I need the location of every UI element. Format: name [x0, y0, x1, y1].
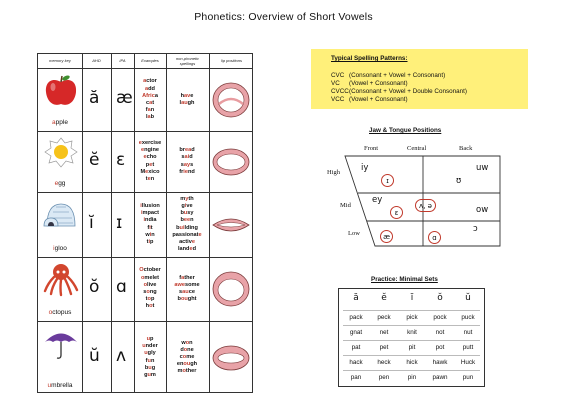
minimal-word: heck	[377, 359, 391, 366]
keyword-egg: egg	[54, 180, 66, 187]
header-memory-key: memory key	[49, 58, 71, 64]
examples-list: October omelet olive song top hot	[139, 267, 161, 310]
minimal-word: pack	[349, 314, 363, 321]
examples-list: illusion impact india fit win tip	[140, 202, 160, 245]
jaw-row-high: High	[327, 169, 340, 176]
minimal-word: pit	[408, 344, 416, 351]
minimal-word: putt	[462, 344, 474, 351]
vowel-open-o: ɔ	[473, 224, 478, 234]
ipa-symbol: ʌ	[116, 345, 127, 366]
minimal-word: pot	[435, 344, 445, 351]
jaw-col-back: Back	[459, 145, 473, 152]
spelling-row: VCC (Vowel + Consonant)	[331, 96, 408, 103]
spelling-row: CVCC(Consonant + Vowel + Double Consonant)	[331, 88, 467, 95]
minimal-word: pawn	[432, 374, 448, 381]
nonphonetic-list: myth give busy been building passionate active landed	[172, 195, 202, 253]
minimal-word: puck	[461, 314, 475, 321]
jaw-tongue-title: Jaw & Tongue Positions	[369, 127, 442, 134]
vowel-iy: iy	[361, 163, 369, 173]
minimal-sets-table	[338, 288, 485, 387]
minimal-header: ĭ	[410, 293, 414, 303]
minimal-word: net	[379, 329, 389, 336]
minimal-word: hawk	[432, 359, 448, 366]
spelling-row: CVC (Consonant + Vowel + Consonant)	[331, 72, 446, 79]
ahd-symbol: ĕ	[89, 149, 100, 170]
vowel-ow: ow	[476, 205, 489, 215]
jaw-col-central: Central	[407, 145, 427, 152]
minimal-word: pick	[406, 314, 418, 321]
vowel-short-o: ɑ	[428, 231, 441, 244]
minimal-row-divider	[343, 370, 480, 371]
spelling-row: VC (Vowel + Consonant)	[331, 80, 408, 87]
minimal-word: gnat	[349, 329, 363, 336]
jaw-row-low: Low	[348, 230, 360, 237]
minimal-header: ă	[353, 293, 359, 303]
keyword-umbrella: umbrella	[47, 382, 73, 389]
examples-list: actor add Africa cat fan lab	[142, 78, 158, 121]
minimal-row-divider	[343, 340, 480, 341]
examples-list: exercise engine echo pet Mexico ten	[138, 139, 162, 182]
header-ahd: AHD	[92, 58, 101, 64]
minimal-word: hack	[349, 359, 363, 366]
nonphonetic-list: have laugh	[179, 92, 195, 106]
vowel-upsilon: ʊ	[456, 176, 462, 186]
minimal-sets-title: Practice: Minimal Sets	[371, 276, 438, 283]
minimal-word: not	[435, 329, 445, 336]
vowel-ey: ey	[372, 195, 383, 205]
vowel-short-e: ɛ	[390, 206, 403, 219]
minimal-header-divider	[343, 310, 480, 311]
minimal-row-divider	[343, 325, 480, 326]
examples-list: up under ugly fun bug gum	[142, 335, 158, 378]
ipa-symbol: ɑ	[116, 277, 127, 297]
minimal-header: ĕ	[381, 293, 387, 303]
ahd-symbol: ă	[89, 88, 100, 108]
vowel-short-u: ʌ, ə	[415, 199, 436, 212]
vowel-short-a: æ	[380, 230, 393, 243]
minimal-word: pun	[462, 374, 474, 381]
minimal-word: pen	[378, 374, 390, 381]
vowel-short-i: ɪ	[381, 174, 394, 187]
nonphonetic-list: won done come enough mother	[176, 339, 198, 375]
spelling-title: Typical Spelling Patterns:	[331, 55, 408, 62]
minimal-word: pock	[433, 314, 447, 321]
minimal-word: peck	[377, 314, 391, 321]
minimal-word: nut	[463, 329, 473, 336]
ahd-symbol: ŭ	[89, 345, 100, 366]
keyword-igloo: igloo	[53, 245, 67, 252]
minimal-header: ŭ	[465, 293, 471, 303]
header-ipa: IPA	[119, 58, 126, 64]
minimal-header: ŏ	[437, 293, 443, 303]
page-title: Phonetics: Overview of Short Vowels	[194, 11, 373, 23]
header-examples: Examples	[141, 58, 159, 64]
header-lip-positions: lip positions	[221, 58, 242, 64]
minimal-word: pat	[351, 344, 361, 351]
header-nonphonetic: non-phonetic spellings	[175, 56, 200, 66]
keyword-apple: apple	[52, 119, 68, 126]
ipa-symbol: æ	[116, 88, 133, 108]
minimal-word: pin	[407, 374, 417, 381]
minimal-word: Huck	[460, 359, 476, 366]
ipa-symbol: ɪ	[116, 212, 123, 233]
ahd-symbol: ĭ	[89, 212, 94, 233]
vowel-uw: uw	[476, 163, 489, 173]
nonphonetic-list: bread said says friend	[179, 147, 195, 175]
minimal-word: knit	[407, 329, 417, 336]
minimal-word: hick	[406, 359, 418, 366]
keyword-octopus: octopus	[48, 309, 72, 316]
ipa-symbol: ɛ	[116, 149, 126, 170]
jaw-row-mid: Mid	[340, 202, 351, 209]
minimal-word: pet	[379, 344, 389, 351]
ahd-symbol: ŏ	[89, 277, 100, 297]
nonphonetic-list: father awesome sauce bought	[174, 274, 200, 303]
minimal-word: pan	[350, 374, 362, 381]
jaw-col-front: Front	[364, 145, 379, 152]
minimal-row-divider	[343, 355, 480, 356]
